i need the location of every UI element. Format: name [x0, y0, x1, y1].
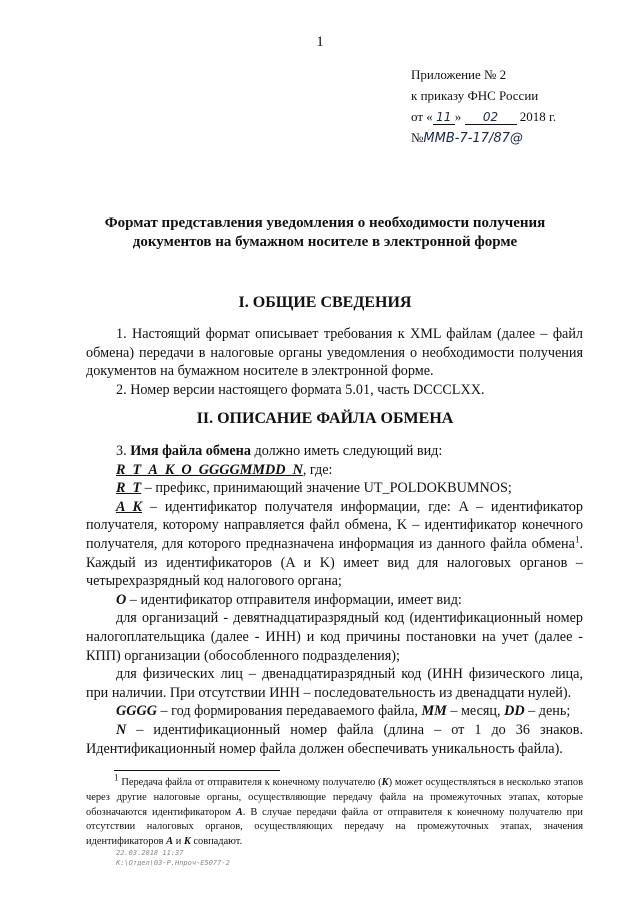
- person-definition: для физических лиц – двенадцатиразрядный код (ИНН физического лица, при наличии. При отсутствии ИНН – последовательность из двенадцати нулей).: [86, 666, 583, 701]
- appendix-block: [411, 64, 556, 149]
- document-title: Формат представления уведомления о необходимости получения документов на бумажном носителе в электронной форме: [104, 215, 546, 250]
- appendix-number: №ММВ-7-17/87@: [411, 130, 523, 146]
- section-general-body: [86, 325, 583, 399]
- ak-definition: A_K – идентификатор получателя информации, где: A – идентификатор получателя, которому направляется файл обмена, K – идентификатор конечного получателя, для которого предназначена информация из данного файла обмена$^1$. Каждый из идентификаторов (A и K) имеет вид для налоговых органов – четырехразрядный код налогового органа;: [86, 498, 583, 590]
- footnote: $^1$ Передача файла от отправителя к конечному получателю (K) может осуществляться в несколько этапов через другие налоговые органы, осуществляющие передачу файла на промежуточных этапах, которые обозначаются идентификатором A. В случае передачи файла от отправителя к конечному получателю при отсутствии налоговых органов, осуществляющих передачу на промежуточных этапах, значения идентификаторов A и K совпадают.: [86, 772, 583, 848]
- footnote-separator: [114, 770, 280, 771]
- date-definition: GGGG – год формирования передаваемого файла, MM – месяц, DD – день;: [116, 703, 571, 720]
- paragraph-2: 2. Номер версии настоящего формата 5.01, часть DCCCLXX.: [116, 381, 485, 398]
- section-file-body: [86, 442, 583, 758]
- section-heading-file: II. ОПИСАНИЕ ФАЙЛА ОБМЕНА: [196, 410, 454, 427]
- org-definition: для организаций - девятнадцатиразрядный код (идентификационный номер налогоплательщика (далее - ИНН) и код причины постановки на учет (далее - КПП) организации (обособленного подразделения);: [86, 610, 583, 664]
- n-definition: N – идентификационный номер файла (длина – от 1 до 36 знаков. Идентификационный номер файла должен обеспечивать уникальность файла).: [86, 721, 583, 757]
- handwritten-month: 02: [465, 110, 517, 125]
- paragraph-3: 3. Имя файла обмена должно иметь следующий вид:: [116, 443, 443, 459]
- filename-pattern: R_T_A_K_O_GGGGMMDD_N: [116, 461, 303, 478]
- appendix-date: от « 11 » 02 2018 г.: [411, 109, 557, 124]
- rt-definition: R_T – префикс, принимающий значение UT_POLDOKBUMNOS;: [116, 480, 512, 497]
- paragraph-1: 1. Настоящий формат описывает требования к XML файлам (далее – файл обмена) передачи в налоговые органы уведомления о необходимости получения документов на бумажном носителе в электронной форме.: [86, 326, 583, 380]
- appendix-order: к приказу ФНС России: [411, 88, 539, 103]
- print-stamp: 22.03.2018 11:37 К:\Отдел\03-Р.Нпроч-E5077-2: [116, 849, 230, 867]
- o-definition: O – идентификатор отправителя информации, имеет вид:: [116, 591, 462, 608]
- footnote-mark: 1: [114, 772, 119, 783]
- handwritten-day: 11: [433, 110, 455, 125]
- filename-pattern-line: R_T_A_K_O_GGGGMMDD_N, где:: [116, 461, 333, 478]
- appendix-label: Приложение № 2: [411, 67, 507, 82]
- footnote-ref: 1: [574, 534, 580, 545]
- handwritten-number: ММВ-7-17/87@: [423, 131, 523, 146]
- page-number: 1: [316, 34, 324, 50]
- section-heading-general: I. ОБЩИЕ СВЕДЕНИЯ: [238, 294, 412, 311]
